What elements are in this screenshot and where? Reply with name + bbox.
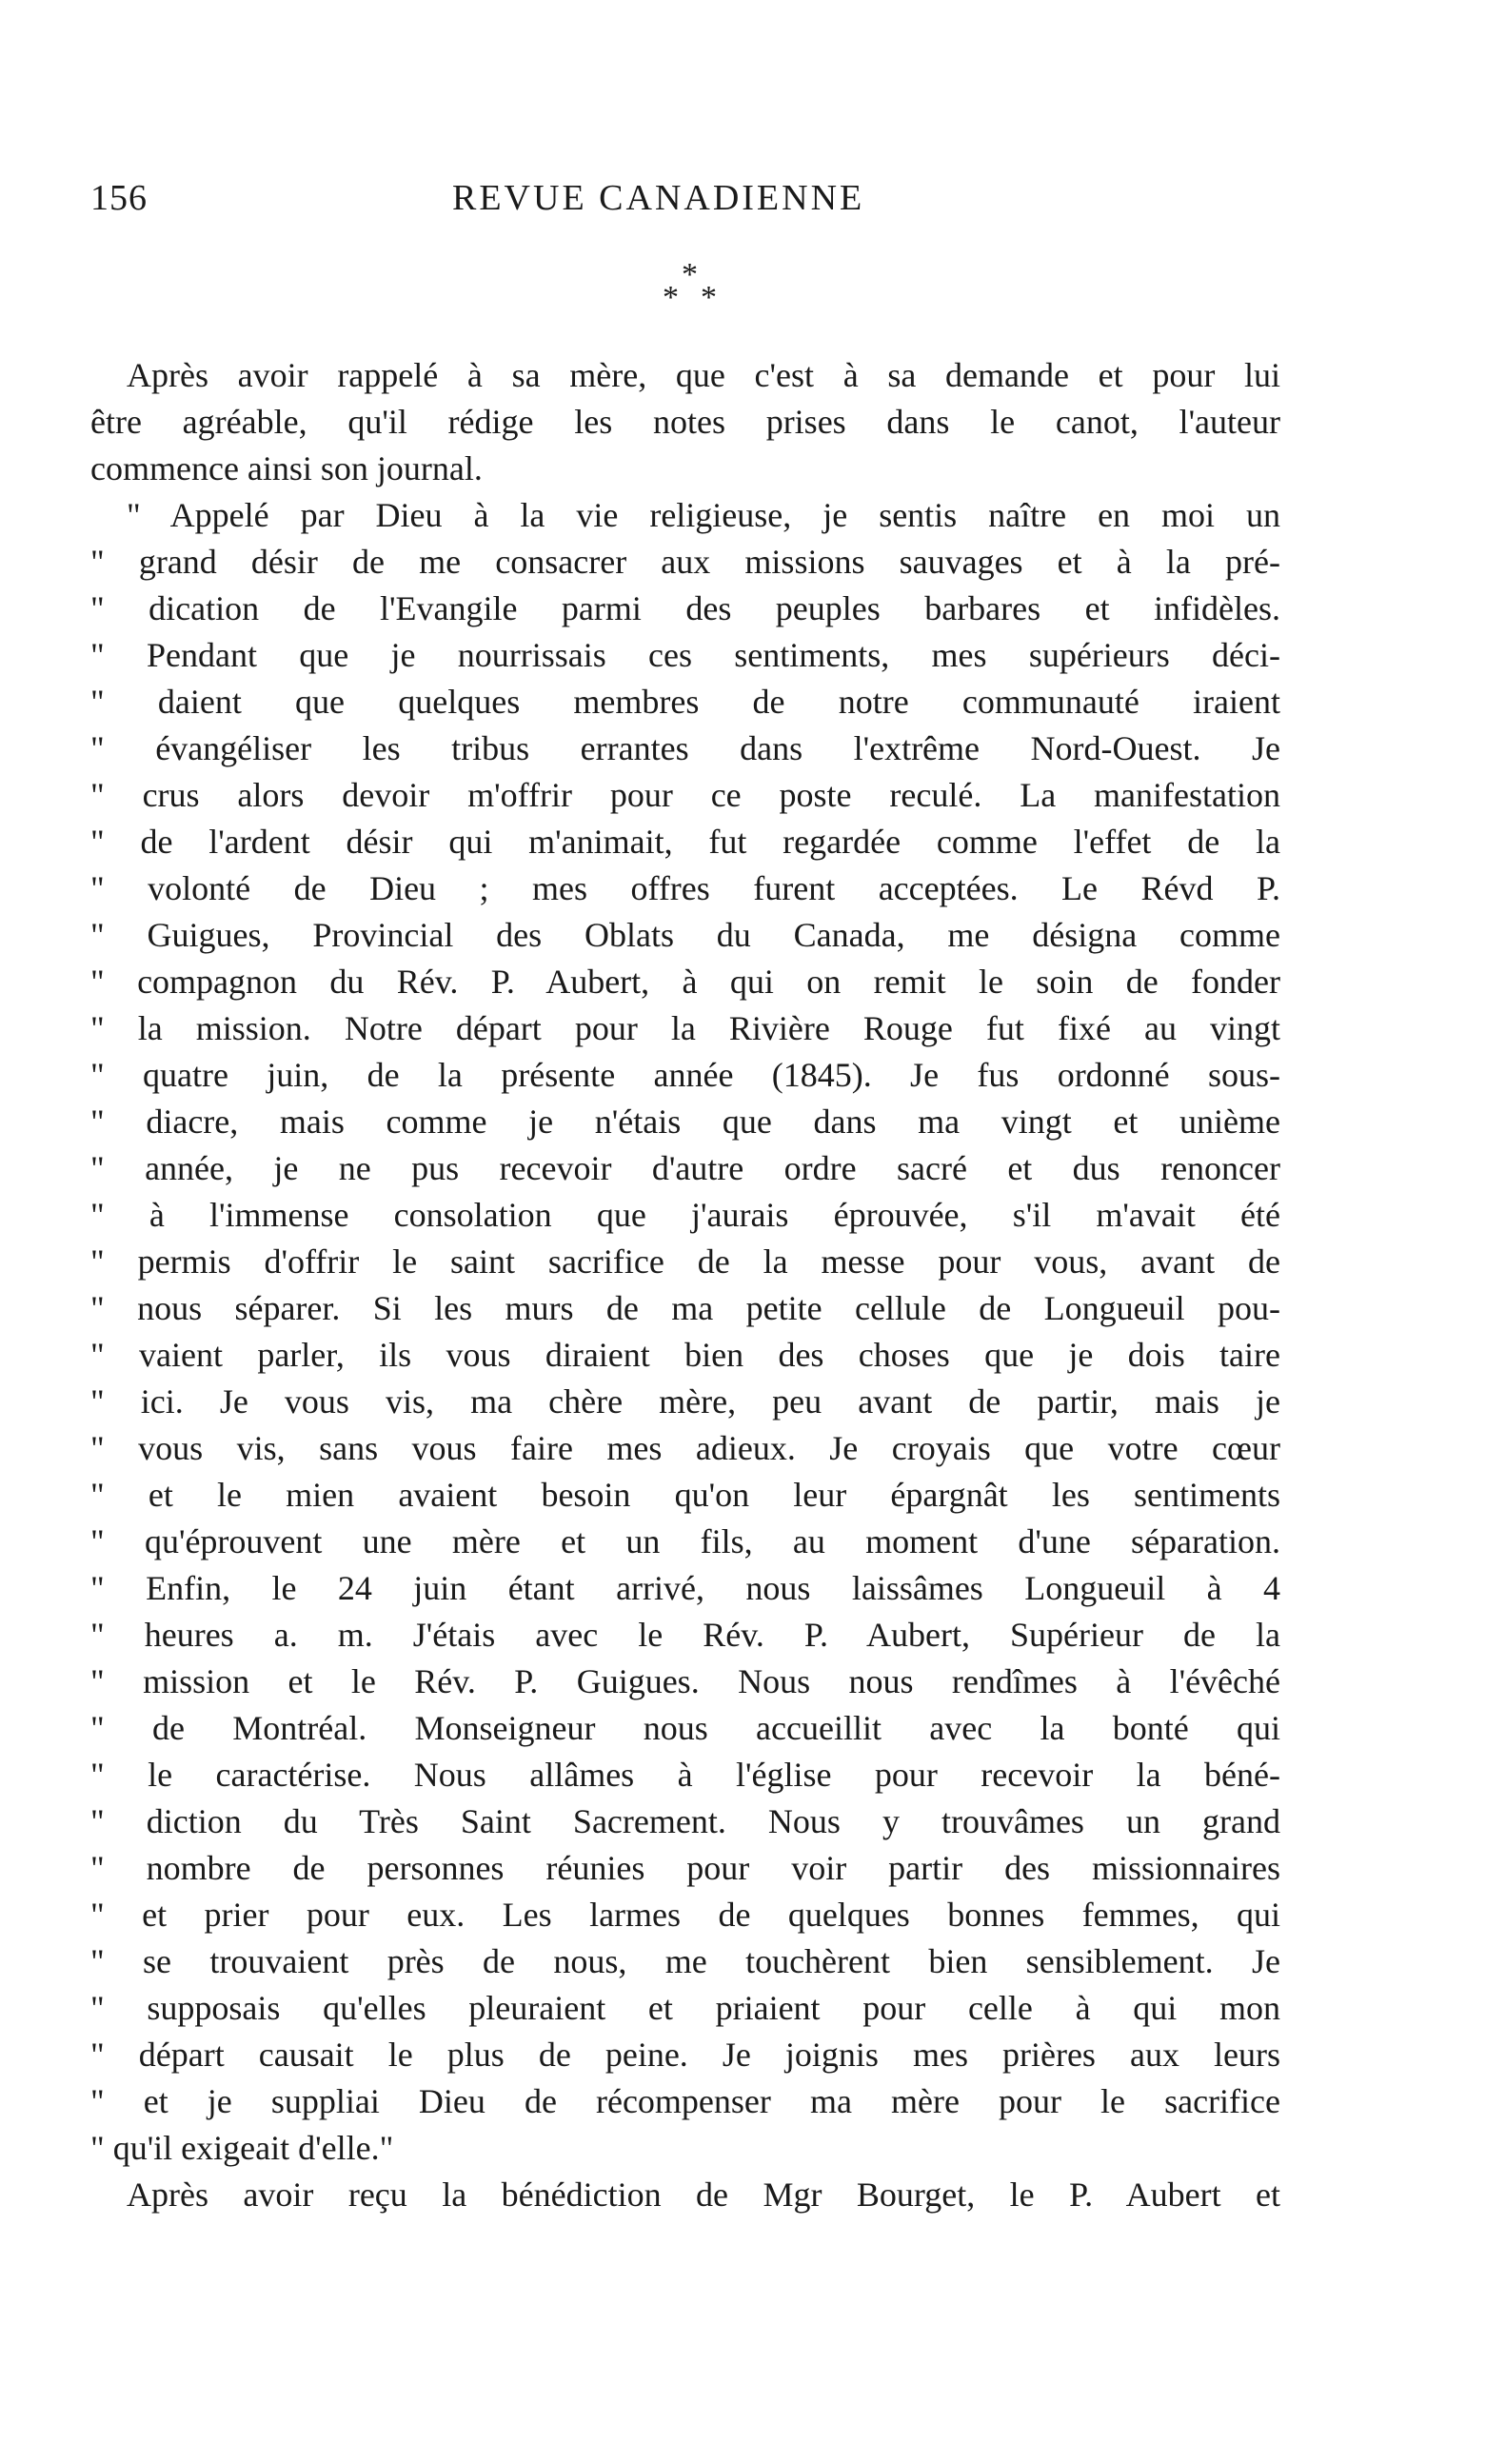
text-line: " Guigues, Provincial des Oblats du Canada, me désigna comme xyxy=(90,916,1280,954)
text-line: " de l'ardent désir qui m'animait, fut regardée comme l'effet de la xyxy=(90,823,1280,861)
text-line: " vaient parler, ils vous diraient bien des choses que je dois taire xyxy=(90,1336,1280,1374)
text-line: " crus alors devoir m'offrir pour ce poste reculé. La manifestation xyxy=(90,776,1280,814)
page-number: 156 xyxy=(90,178,148,218)
text-line: Après avoir rappelé à sa mère, que c'est à sa demande et pour lui xyxy=(127,356,1280,394)
text-line: " et le mien avaient besoin qu'on leur épargnât les sentiments xyxy=(90,1476,1280,1514)
text-line: " le caractérise. Nous allâmes à l'église pour recevoir la béné- xyxy=(90,1756,1280,1794)
ornament-star: * xyxy=(682,257,698,292)
text-line: " année, je ne pus recevoir d'autre ordre sacré et dus renoncer xyxy=(90,1149,1280,1187)
text-line: " diacre, mais comme je n'étais que dans ma vingt et unième xyxy=(90,1103,1280,1141)
text-line: " compagnon du Rév. P. Aubert, à qui on remit le soin de fonder xyxy=(90,963,1280,1001)
text-line: " daient que quelques membres de notre communauté iraient xyxy=(90,683,1280,721)
text-line: " volonté de Dieu ; mes offres furent acceptées. Le Révd P. xyxy=(90,869,1280,907)
text-line: " ici. Je vous vis, ma chère mère, peu avant de partir, mais je xyxy=(90,1382,1280,1421)
body-text xyxy=(90,352,1280,2218)
text-line: " quatre juin, de la présente année (1845). Je fus ordonné sous- xyxy=(90,1056,1280,1094)
text-line: être agréable, qu'il rédige les notes prises dans le canot, l'auteur xyxy=(90,403,1280,441)
text-line: " la mission. Notre départ pour la Rivière Rouge fut fixé au vingt xyxy=(90,1009,1280,1047)
text-line: " mission et le Rév. P. Guigues. Nous nous rendîmes à l'évêché xyxy=(90,1662,1280,1700)
running-title: REVUE CANADIENNE xyxy=(452,178,865,218)
text-line: " et prier pour eux. Les larmes de quelques bonnes femmes, qui xyxy=(90,1896,1280,1934)
text-line: " diction du Très Saint Sacrement. Nous y trouvâmes un grand xyxy=(90,1802,1280,1840)
asterism-ornament xyxy=(657,257,733,315)
text-line: " se trouvaient près de nous, me touchèrent bien sensiblement. Je xyxy=(90,1942,1280,1980)
text-line: " permis d'offrir le saint sacrifice de la messe pour vous, avant de xyxy=(90,1242,1280,1281)
text-line: " vous vis, sans vous faire mes adieux. Je croyais que votre cœur xyxy=(90,1429,1280,1467)
text-line: " qu'il exigeait d'elle." xyxy=(90,2129,394,2167)
text-line: " évangéliser les tribus errantes dans l'extrême Nord-Ouest. Je xyxy=(90,729,1280,767)
text-line: " et je suppliai Dieu de récompenser ma mère pour le sacrifice xyxy=(90,2082,1280,2120)
text-line: " nous séparer. Si les murs de ma petite cellule de Longueuil pou- xyxy=(90,1289,1280,1327)
text-line: " Enfin, le 24 juin étant arrivé, nous laissâmes Longueuil à 4 xyxy=(90,1569,1280,1607)
text-line: " dication de l'Evangile parmi des peuples barbares et infidèles. xyxy=(90,589,1280,627)
text-line: " de Montréal. Monseigneur nous accueillit avec la bonté qui xyxy=(90,1709,1280,1747)
text-line: commence ainsi son journal. xyxy=(90,449,483,487)
text-line: " grand désir de me consacrer aux missions sauvages et à la pré- xyxy=(90,543,1280,581)
ornament-star: * xyxy=(663,280,679,315)
text-line: " Pendant que je nourrissais ces sentiments, mes supérieurs déci- xyxy=(90,636,1280,674)
ornament-star: * xyxy=(701,280,717,315)
text-line: " Appelé par Dieu à la vie religieuse, je sentis naître en moi un xyxy=(127,496,1280,534)
text-line: " départ causait le plus de peine. Je joignis mes prières aux leurs xyxy=(90,2036,1280,2074)
text-line: " qu'éprouvent une mère et un fils, au moment d'une séparation. xyxy=(90,1522,1280,1560)
text-line: " supposais qu'elles pleuraient et priaient pour celle à qui mon xyxy=(90,1989,1280,2027)
text-line: " nombre de personnes réunies pour voir partir des missionnaires xyxy=(90,1849,1280,1887)
text-line: Après avoir reçu la bénédiction de Mgr Bourget, le P. Aubert et xyxy=(127,2176,1280,2214)
text-line: " heures a. m. J'étais avec le Rév. P. Aubert, Supérieur de la xyxy=(90,1616,1280,1654)
text-line: " à l'immense consolation que j'aurais éprouvée, s'il m'avait été xyxy=(90,1196,1280,1234)
